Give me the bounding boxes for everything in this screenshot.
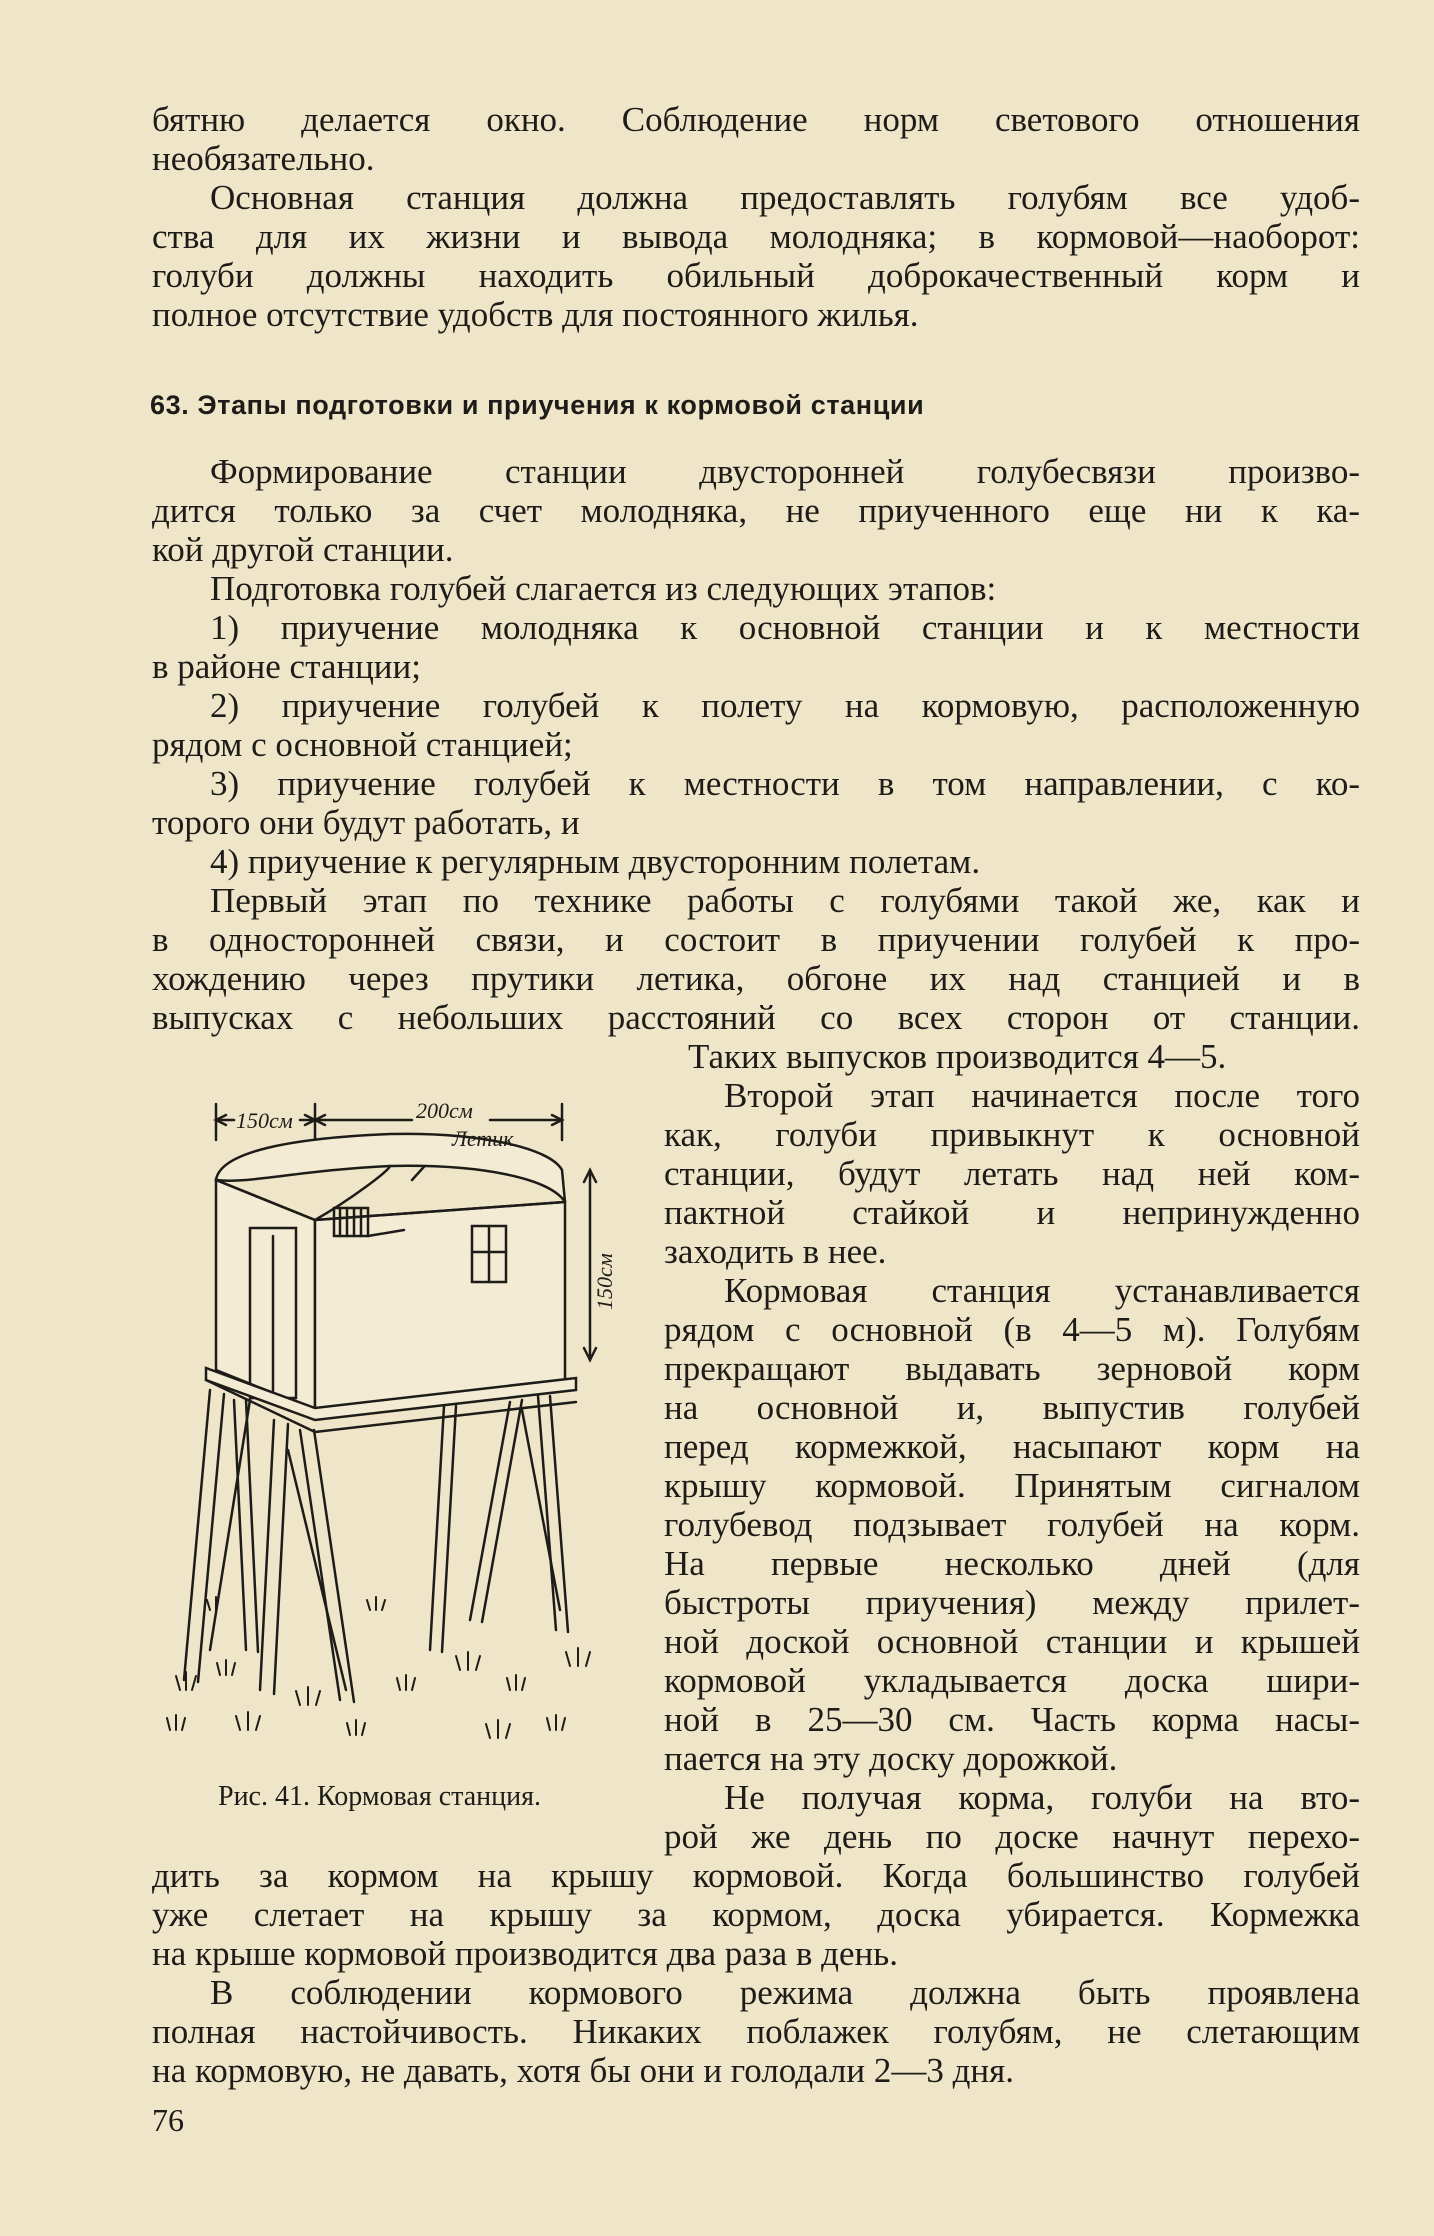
- text-line: голуби должны находить обильный доброкачественный корм и: [152, 256, 1360, 295]
- page-number: 76: [152, 2102, 184, 2138]
- roof-curve: [315, 1166, 390, 1220]
- text-line: рядом с основной (в 4—5 м). Голубям: [664, 1310, 1360, 1349]
- text-line: 4) приучение к регулярным двусторонним полетам.: [210, 842, 981, 881]
- text-line: уже слетает на крышу за кормом, доска убирается. Кормежка: [152, 1895, 1360, 1934]
- text-line: крышу кормовой. Принятым сигналом: [664, 1466, 1360, 1505]
- text-line: перед кормежкой, насыпают корм на: [664, 1427, 1360, 1466]
- house-front-wall: [315, 1202, 565, 1410]
- section-heading: 63. Этапы подготовки и приучения к кормовой станции: [150, 390, 925, 420]
- text-line: пактной стайкой и непринужденно: [664, 1193, 1360, 1232]
- text-line: быстроты приучения) между прилет-: [664, 1583, 1360, 1622]
- leg: [470, 1402, 510, 1620]
- text-line: в односторонней связи, и состоит в приучении голубей к про-: [152, 920, 1360, 959]
- text-line: дить за кормом на крышу кормовой. Когда большинство голубей: [152, 1856, 1360, 1895]
- leg: [260, 1420, 274, 1690]
- leg-brace: [288, 1450, 346, 1690]
- text-line: рой же день по доске начнут перехо-: [664, 1817, 1360, 1856]
- feeding-station-figure: [150, 1090, 630, 1780]
- text-line: прекращают выдавать зерновой корм: [664, 1349, 1360, 1388]
- text-line: На первые несколько дней (для: [664, 1544, 1360, 1583]
- text-line: выпусках с небольших расстояний со всех сторон от станции.: [152, 998, 1360, 1037]
- text-line: Подготовка голубей слагается из следующих этапов:: [210, 569, 997, 608]
- text-line: рядом с основной станцией;: [152, 725, 573, 764]
- text-line: полное отсутствие удобств для постоянного жилья.: [152, 295, 919, 334]
- text-line: ства для их жизни и вывода молодняка; в кормовой—наоборот:: [152, 217, 1360, 256]
- text-line: заходить в нее.: [664, 1232, 887, 1271]
- text-line: необязательно.: [152, 139, 375, 178]
- text-line: Первый этап по технике работы с голубями такой же, как и: [210, 881, 1360, 920]
- leg: [184, 1390, 210, 1680]
- text-line: полная настойчивость. Никаких поблажек голубям, не слетающим: [152, 2012, 1360, 2051]
- text-line: Не получая корма, голуби на вто-: [724, 1778, 1360, 1817]
- text-line: кой другой станции.: [152, 530, 454, 569]
- text-line: на кормовую, не давать, хотя бы они и голодали 2—3 дня.: [152, 2051, 1015, 2090]
- text-line: 2) приучение голубей к полету на кормовую, расположенную: [210, 686, 1360, 725]
- dimension-label-150: 150см: [236, 1108, 293, 1133]
- text-line: Кормовая станция устанавливается: [724, 1271, 1360, 1310]
- text-line: 1) приучение молодняка к основной станции и к местности: [210, 608, 1360, 647]
- text-line: станции, будут летать над ней ком-: [664, 1154, 1360, 1193]
- dimension-label-200: 200см: [416, 1098, 473, 1123]
- text-line: на основной и, выпустив голубей: [664, 1388, 1360, 1427]
- figure-caption: Рис. 41. Кормовая станция.: [218, 1781, 541, 1812]
- letik-label: Летик: [452, 1126, 514, 1151]
- text-line: кормовой укладывается доска шири-: [664, 1661, 1360, 1700]
- text-line: голубевод подзывает голубей на корм.: [664, 1505, 1360, 1544]
- text-line: дится только за счет молодняка, не приученного еще ни к ка-: [152, 491, 1360, 530]
- text-line: Основная станция должна предоставлять голубям все удоб-: [210, 178, 1360, 217]
- text-line: как, голуби привыкнут к основной: [664, 1115, 1360, 1154]
- text-line: бятню делается окно. Соблюдение норм светового отношения: [152, 100, 1360, 139]
- leg: [430, 1406, 444, 1650]
- text-line: пается на эту доску дорожкой.: [664, 1739, 1118, 1778]
- text-line: в районе станции;: [152, 647, 421, 686]
- text-line: на крыше кормовой производится два раза в день.: [152, 1934, 898, 1973]
- text-line: ной доской основной станции и крышей: [664, 1622, 1360, 1661]
- text-line: Таких выпусков производится 4—5.: [688, 1037, 1227, 1076]
- text-line: ной в 25—30 см. Часть корма насы-: [664, 1700, 1360, 1739]
- text-line: 3) приучение голубей к местности в том направлении, с ко-: [210, 764, 1360, 803]
- grass-tufts: [167, 1597, 590, 1738]
- text-line: хождению через прутики летика, обгоне их над станцией и в: [152, 959, 1360, 998]
- text-line: В соблюдении кормового режима должна быть проявлена: [210, 1973, 1360, 2012]
- text-line: Формирование станции двусторонней голубесвязи произво-: [210, 452, 1360, 491]
- dimension-label-height: 150см: [592, 1253, 617, 1310]
- text-line: Второй этап начинается после того: [724, 1076, 1360, 1115]
- text-line: торого они будут работать, и: [152, 803, 580, 842]
